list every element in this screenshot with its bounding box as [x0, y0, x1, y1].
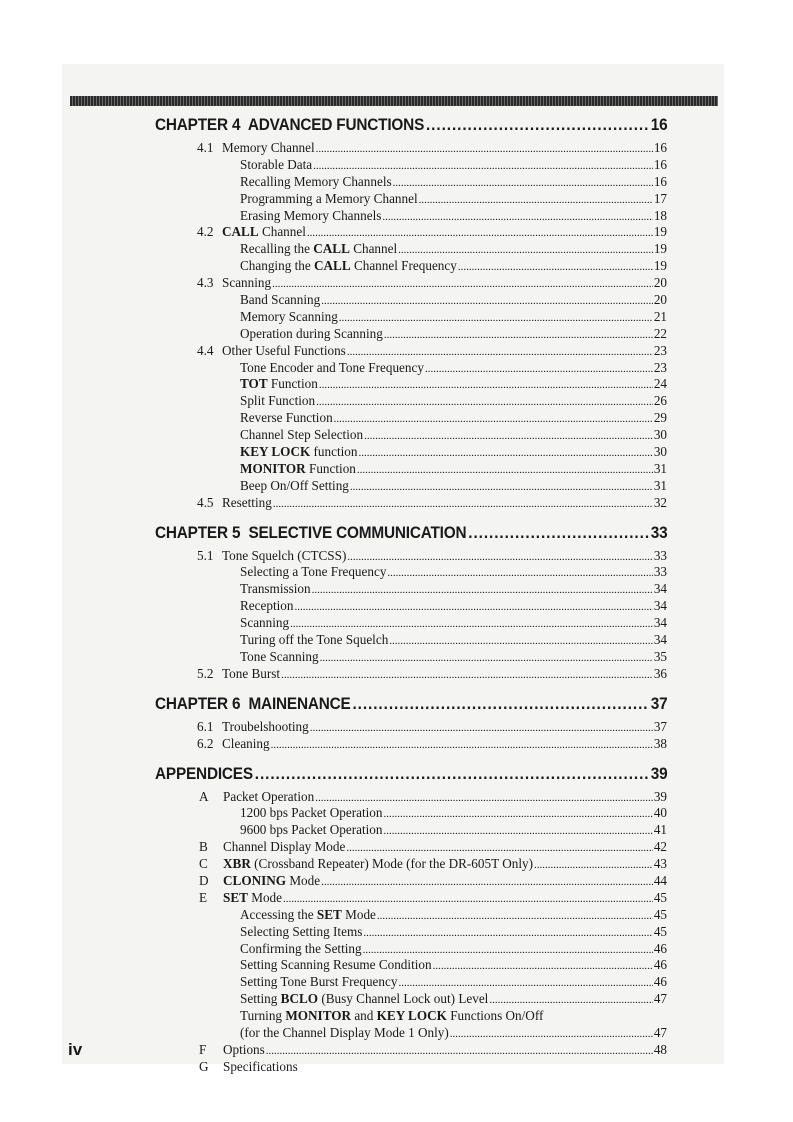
entry-page: 46: [653, 957, 667, 973]
entry-title: [240, 309, 338, 325]
chapter-heading[interactable]: [155, 116, 667, 140]
entry-title: [240, 924, 362, 940]
entry-page: 16: [653, 140, 667, 155]
entry-text: and: [351, 1008, 377, 1024]
entry-page: 40: [653, 805, 667, 821]
section-number: 4.4: [197, 342, 214, 358]
entry-page: 32: [653, 494, 667, 510]
entry-page: 45: [653, 906, 667, 922]
entry-title: [240, 258, 457, 274]
entry-title: [197, 890, 282, 906]
entry-page: 34: [653, 615, 667, 631]
entry-text: Mode: [286, 872, 321, 888]
entry-text: Transmission: [240, 581, 311, 597]
dot-leader: [310, 722, 653, 734]
toc-subsection-entry[interactable]: [155, 191, 667, 208]
entry-page: 17: [653, 190, 667, 206]
entry-text: (Busy Channel Lock out) Level: [318, 991, 489, 1007]
entry-title: [240, 410, 333, 426]
entry-title: [240, 598, 293, 614]
entry-page: 34: [653, 598, 667, 614]
toc-subsection-entry[interactable]: [155, 326, 667, 343]
bold-term: CALL: [314, 258, 351, 274]
dot-leader: [534, 859, 653, 871]
entry-page: 19: [653, 224, 667, 240]
entry-text: Changing the: [240, 258, 314, 274]
entry-text: Channel Step Selection: [240, 427, 364, 443]
entry-page: 43: [653, 856, 667, 872]
entry-page: 19: [653, 241, 667, 257]
entry-title: [240, 241, 397, 257]
entry-page: 22: [653, 325, 667, 341]
entry-title: [240, 208, 381, 224]
toc-section-entry[interactable]: [155, 1059, 667, 1076]
entry-page: 39: [653, 788, 667, 804]
dot-leader: [377, 910, 653, 922]
entry-title: [197, 275, 271, 291]
toc-subsection-entry[interactable]: [155, 461, 667, 478]
section-number: A: [199, 788, 209, 804]
toc-section-entry[interactable]: [155, 224, 667, 241]
toc-subsection-entry[interactable]: [155, 598, 667, 615]
dot-leader: [315, 792, 653, 804]
entry-title: [240, 393, 315, 409]
entry-text: Channel: [258, 224, 306, 240]
entry-title: [197, 1059, 298, 1075]
dot-leader: [346, 842, 652, 854]
entry-text: 9600 bps Packet Operation: [240, 822, 383, 838]
bold-term: CALL: [222, 224, 259, 240]
entry-text: Turning: [240, 1008, 286, 1024]
dot-leader: [419, 194, 653, 206]
entry-text: Operation during Scanning: [240, 325, 383, 341]
toc-section-entry[interactable]: [155, 856, 667, 873]
entry-page: 29: [653, 410, 667, 426]
toc-subsection-entry[interactable]: [155, 649, 667, 666]
toc-subsection-entry[interactable]: [155, 360, 667, 377]
dot-leader: [382, 211, 652, 223]
entry-title: [197, 856, 533, 872]
dot-leader: [383, 808, 652, 820]
entry-page: 46: [653, 940, 667, 956]
entry-title: [240, 174, 392, 190]
section-number: E: [199, 889, 208, 905]
toc-subsection-entry[interactable]: [155, 393, 667, 410]
dot-leader: [347, 551, 652, 563]
entry-text: Cleaning: [222, 735, 270, 751]
entry-text: Split Function: [240, 393, 316, 409]
page-number: iv: [68, 1040, 83, 1059]
chapter-title: APPENDICES: [155, 764, 253, 783]
entry-text: Scanning: [240, 615, 290, 631]
entry-title: [197, 736, 270, 752]
entry-text: function: [310, 444, 358, 460]
entry-text: Functions On/Off: [446, 1008, 544, 1024]
entry-text: Selecting Setting Items: [240, 923, 363, 939]
section-number: B: [199, 839, 208, 855]
entry-title: [240, 907, 376, 923]
entry-text: Specifications: [223, 1058, 298, 1074]
section-number: 5.2: [197, 665, 214, 681]
chapter-page: 39: [650, 764, 668, 783]
chapter-title: CHAPTER 6 MAINENANCE: [155, 694, 351, 713]
toc-section-entry[interactable]: [155, 495, 667, 512]
toc-subsection-entry[interactable]: [155, 805, 667, 822]
bold-term: CLONING: [223, 872, 287, 888]
entry-text: Erasing Memory Channels: [240, 207, 382, 223]
dot-leader: [458, 261, 653, 273]
entry-title: [240, 360, 424, 376]
toc-subsection-entry[interactable]: [155, 907, 667, 924]
toc-subsection-entry[interactable]: [155, 615, 667, 632]
dot-leader: [312, 584, 653, 596]
entry-title: [240, 191, 418, 207]
entry-title: [197, 1042, 265, 1058]
dot-leader: [398, 244, 653, 256]
entry-page: 48: [653, 1041, 667, 1057]
entry-text: Memory Scanning: [240, 308, 338, 324]
dot-leader: [389, 635, 653, 647]
toc-subsection-entry[interactable]: [155, 564, 667, 581]
section-number: 4.2: [197, 224, 214, 240]
dot-leader: [363, 927, 652, 939]
toc-subsection-entry[interactable]: [155, 991, 667, 1008]
entry-page: 20: [653, 275, 667, 291]
entry-page: 30: [653, 444, 667, 460]
section-number: 4.5: [197, 494, 214, 510]
dot-leader: [352, 695, 648, 714]
entry-text: Scanning: [222, 275, 272, 291]
toc-subsection-entry[interactable]: [155, 478, 667, 495]
bold-term: KEY LOCK: [240, 444, 311, 460]
entry-text: 1200 bps Packet Operation: [240, 805, 383, 821]
bold-term: BCLO: [280, 991, 319, 1007]
section-number: C: [199, 856, 208, 872]
dot-leader: [313, 160, 653, 172]
entry-text: Function: [305, 460, 356, 476]
entry-page: 31: [653, 460, 667, 476]
toc-section-entry[interactable]: [155, 548, 667, 565]
toc-subsection-entry[interactable]: [155, 632, 667, 649]
entry-text: Tone Encoder and Tone Frequency: [240, 359, 424, 375]
dot-leader: [281, 669, 653, 681]
table-of-contents: [155, 116, 667, 1076]
entry-title: [240, 326, 383, 342]
dot-leader: [357, 464, 653, 476]
entry-page: 42: [653, 839, 667, 855]
entry-text: Packet Operation: [223, 788, 315, 804]
entry-text: Resetting: [222, 494, 272, 510]
entry-page: 19: [653, 258, 667, 274]
entry-title: [197, 873, 320, 889]
bold-term: SET: [316, 906, 342, 922]
dot-leader: [384, 329, 653, 341]
entry-page: 30: [653, 427, 667, 443]
entry-text: Troubelshooting: [222, 718, 309, 734]
dot-leader: [383, 825, 652, 837]
dot-leader: [468, 524, 649, 543]
entry-text: Setting: [240, 991, 281, 1007]
entry-text: Mode: [247, 889, 283, 905]
dot-leader: [358, 447, 652, 459]
entry-page: 20: [653, 292, 667, 308]
entry-text: Programming a Memory Channel: [240, 190, 418, 206]
entry-page: 33: [653, 547, 667, 563]
toc-section-entry[interactable]: [155, 873, 667, 890]
entry-page: 31: [653, 477, 667, 493]
entry-text: Memory Channel: [222, 140, 315, 155]
dot-leader: [294, 601, 652, 613]
bold-term: MONITOR: [285, 1008, 352, 1024]
entry-text: Turing off the Tone Squelch: [240, 632, 389, 648]
entry-title: [197, 789, 314, 805]
bold-term: SET: [223, 889, 248, 905]
section-number: G: [199, 1058, 209, 1074]
entry-page: 26: [653, 393, 667, 409]
toc-section-entry[interactable]: [155, 275, 667, 292]
entry-title: [240, 822, 382, 838]
entry-page: 18: [653, 207, 667, 223]
entry-page: 21: [653, 308, 667, 324]
toc-section-entry[interactable]: [155, 1042, 667, 1059]
entry-title: [240, 461, 356, 477]
entry-text: Tone Scanning: [240, 648, 319, 664]
entry-title: [197, 666, 280, 682]
entry-title: [240, 581, 311, 597]
toc-subsection-entry[interactable]: [155, 924, 667, 941]
entry-title: [240, 805, 382, 821]
entry-text: Reverse Function: [240, 410, 333, 426]
entry-text: Confirming the Setting: [240, 940, 362, 956]
section-number: D: [199, 872, 209, 888]
dot-leader: [321, 876, 653, 888]
toc-section-entry[interactable]: [155, 140, 667, 157]
entry-title: [240, 991, 488, 1007]
toc-subsection-entry[interactable]: [155, 941, 667, 958]
entry-title: [240, 444, 357, 460]
entry-page: 47: [653, 991, 667, 1007]
entry-text: Tone Burst: [222, 665, 281, 681]
toc-subsection-entry[interactable]: [155, 822, 667, 839]
chapter-heading[interactable]: [155, 695, 667, 719]
toc-section-entry[interactable]: [155, 343, 667, 360]
entry-page: 38: [653, 735, 667, 751]
section-number: 5.1: [197, 547, 214, 563]
entry-text: Selecting a Tone Frequency: [240, 564, 387, 580]
toc-subsection-entry[interactable]: [155, 309, 667, 326]
dot-leader: [450, 1028, 653, 1040]
entry-text: Mode: [341, 906, 376, 922]
entry-title: [197, 719, 309, 735]
entry-title: [197, 839, 345, 855]
toc-subsection-entry[interactable]: [155, 157, 667, 174]
entry-page: 34: [653, 632, 667, 648]
entry-page: 36: [653, 665, 667, 681]
chapter-title: CHAPTER 5 SELECTIVE COMMUNICATION: [155, 523, 467, 542]
entry-text: (Crossband Repeater) Mode (for the DR-605T Only): [250, 856, 533, 872]
dot-leader: [255, 765, 649, 784]
entry-title: [240, 649, 319, 665]
entry-title: [240, 292, 320, 308]
dot-leader: [290, 618, 653, 630]
entry-title: [240, 974, 397, 990]
dot-leader: [489, 994, 652, 1006]
toc-subsection-entry[interactable]: [155, 427, 667, 444]
entry-page: 46: [653, 974, 667, 990]
entry-text: Recalling the: [240, 241, 314, 257]
section-number: 4.1: [197, 140, 214, 155]
dot-leader: [271, 739, 653, 751]
section-number: F: [199, 1041, 207, 1057]
section-number: 4.3: [197, 275, 214, 291]
entry-title: [240, 157, 312, 173]
dot-leader: [347, 346, 653, 358]
entry-text: Accessing the: [240, 906, 317, 922]
dot-leader: [266, 1045, 653, 1057]
entry-text: Band Scanning: [240, 292, 321, 308]
chapter-page: 37: [650, 694, 668, 713]
chapter-heading[interactable]: [155, 524, 667, 548]
entry-page: 45: [653, 923, 667, 939]
dot-leader: [319, 379, 653, 391]
dot-leader: [339, 312, 653, 324]
dot-leader: [387, 567, 652, 579]
entry-page: 23: [653, 359, 667, 375]
toc-subsection-entry[interactable]: [155, 258, 667, 275]
toc-subsection-entry[interactable]: [155, 444, 667, 461]
entry-page: 44: [653, 872, 667, 888]
entry-text: Reception: [240, 598, 294, 614]
dot-leader: [272, 278, 653, 290]
dot-leader: [320, 652, 653, 664]
entry-page: 16: [653, 173, 667, 189]
chapter-page: 16: [650, 116, 668, 134]
entry-text: Function: [267, 376, 318, 392]
toc-subsection-entry[interactable]: [155, 581, 667, 598]
dot-leader: [273, 498, 653, 510]
toc-section-entry[interactable]: [155, 789, 667, 806]
entry-title: [240, 564, 386, 580]
section-number: 6.1: [197, 718, 214, 734]
dot-leader: [433, 960, 653, 972]
entry-text: Options: [223, 1041, 265, 1057]
toc-subsection-entry[interactable]: [155, 974, 667, 991]
toc-subsection-entry[interactable]: [155, 292, 667, 309]
section-number: 6.2: [197, 735, 214, 751]
dot-leader: [393, 177, 653, 189]
toc-section-entry[interactable]: [155, 890, 667, 907]
dot-leader: [350, 481, 653, 493]
toc-section-entry[interactable]: [155, 736, 667, 753]
toc-subsection-entry[interactable]: [155, 1008, 667, 1025]
entry-text: Setting Scanning Resume Condition: [240, 957, 432, 973]
entry-title: [197, 140, 315, 156]
header-rule: [70, 96, 718, 106]
entry-title: [197, 548, 346, 564]
entry-page: 47: [653, 1024, 667, 1040]
entry-page: 45: [653, 889, 667, 905]
entry-title: [240, 957, 432, 973]
entry-title: [240, 615, 289, 631]
toc-subsection-entry[interactable]: [155, 241, 667, 258]
entry-page: 16: [653, 156, 667, 172]
toc-subsection-entry[interactable]: [155, 410, 667, 427]
bold-term: KEY LOCK: [376, 1008, 447, 1024]
bold-term: XBR: [223, 856, 251, 872]
dot-leader: [426, 116, 649, 135]
toc-section-entry[interactable]: [155, 666, 667, 683]
entry-text: Setting Tone Burst Frequency: [240, 974, 398, 990]
entry-text: Channel Frequency: [350, 258, 457, 274]
entry-page: 37: [653, 718, 667, 734]
toc-subsection-entry[interactable]: [155, 208, 667, 225]
entry-text: (for the Channel Display Mode 1 Only): [240, 1024, 449, 1040]
toc-section-entry[interactable]: [155, 719, 667, 736]
dot-leader: [425, 363, 653, 375]
toc-subsection-entry[interactable]: [155, 957, 667, 974]
chapter-heading[interactable]: [155, 765, 667, 789]
dot-leader: [334, 413, 653, 425]
entry-title: [197, 495, 272, 511]
entry-page: 35: [653, 648, 667, 664]
entry-text: Storable Data: [240, 156, 313, 172]
dot-leader: [363, 944, 653, 956]
entry-title: [197, 343, 346, 359]
chapter-title: CHAPTER 4 ADVANCED FUNCTIONS: [155, 116, 425, 134]
toc-section-entry[interactable]: [155, 839, 667, 856]
entry-text: Recalling Memory Channels: [240, 173, 392, 189]
entry-page: 34: [653, 581, 667, 597]
bold-term: TOT: [240, 376, 268, 392]
bold-term: CALL: [313, 241, 350, 257]
dot-leader: [364, 430, 653, 442]
dot-leader: [321, 295, 653, 307]
entry-title: [240, 478, 349, 494]
bold-term: MONITOR: [240, 460, 306, 476]
entry-title: [197, 224, 306, 240]
toc-subsection-entry[interactable]: [155, 174, 667, 191]
entry-page: 23: [653, 342, 667, 358]
entry-text: Channel: [349, 241, 398, 257]
entry-page: 33: [653, 564, 667, 580]
toc-subsection-entry[interactable]: [155, 376, 667, 393]
dot-leader: [316, 396, 653, 408]
entry-title: [240, 1025, 449, 1041]
entry-title: [240, 632, 388, 648]
entry-text: Channel Display Mode: [223, 839, 346, 855]
dot-leader: [398, 977, 652, 989]
entry-text: Beep On/Off Setting: [240, 477, 349, 493]
chapter-page: 33: [650, 523, 668, 542]
toc-subsection-entry[interactable]: [155, 1025, 667, 1042]
entry-page: 24: [653, 376, 667, 392]
entry-text: Other Useful Functions: [222, 342, 346, 358]
entry-title: [240, 427, 363, 443]
dot-leader: [307, 227, 653, 239]
entry-page: 41: [653, 822, 667, 838]
entry-text: Tone Squelch (CTCSS): [222, 547, 347, 563]
dot-leader: [283, 893, 653, 905]
entry-title: [240, 941, 362, 957]
dot-leader: [316, 143, 653, 155]
entry-title: [240, 1008, 543, 1024]
entry-title: [240, 376, 318, 392]
